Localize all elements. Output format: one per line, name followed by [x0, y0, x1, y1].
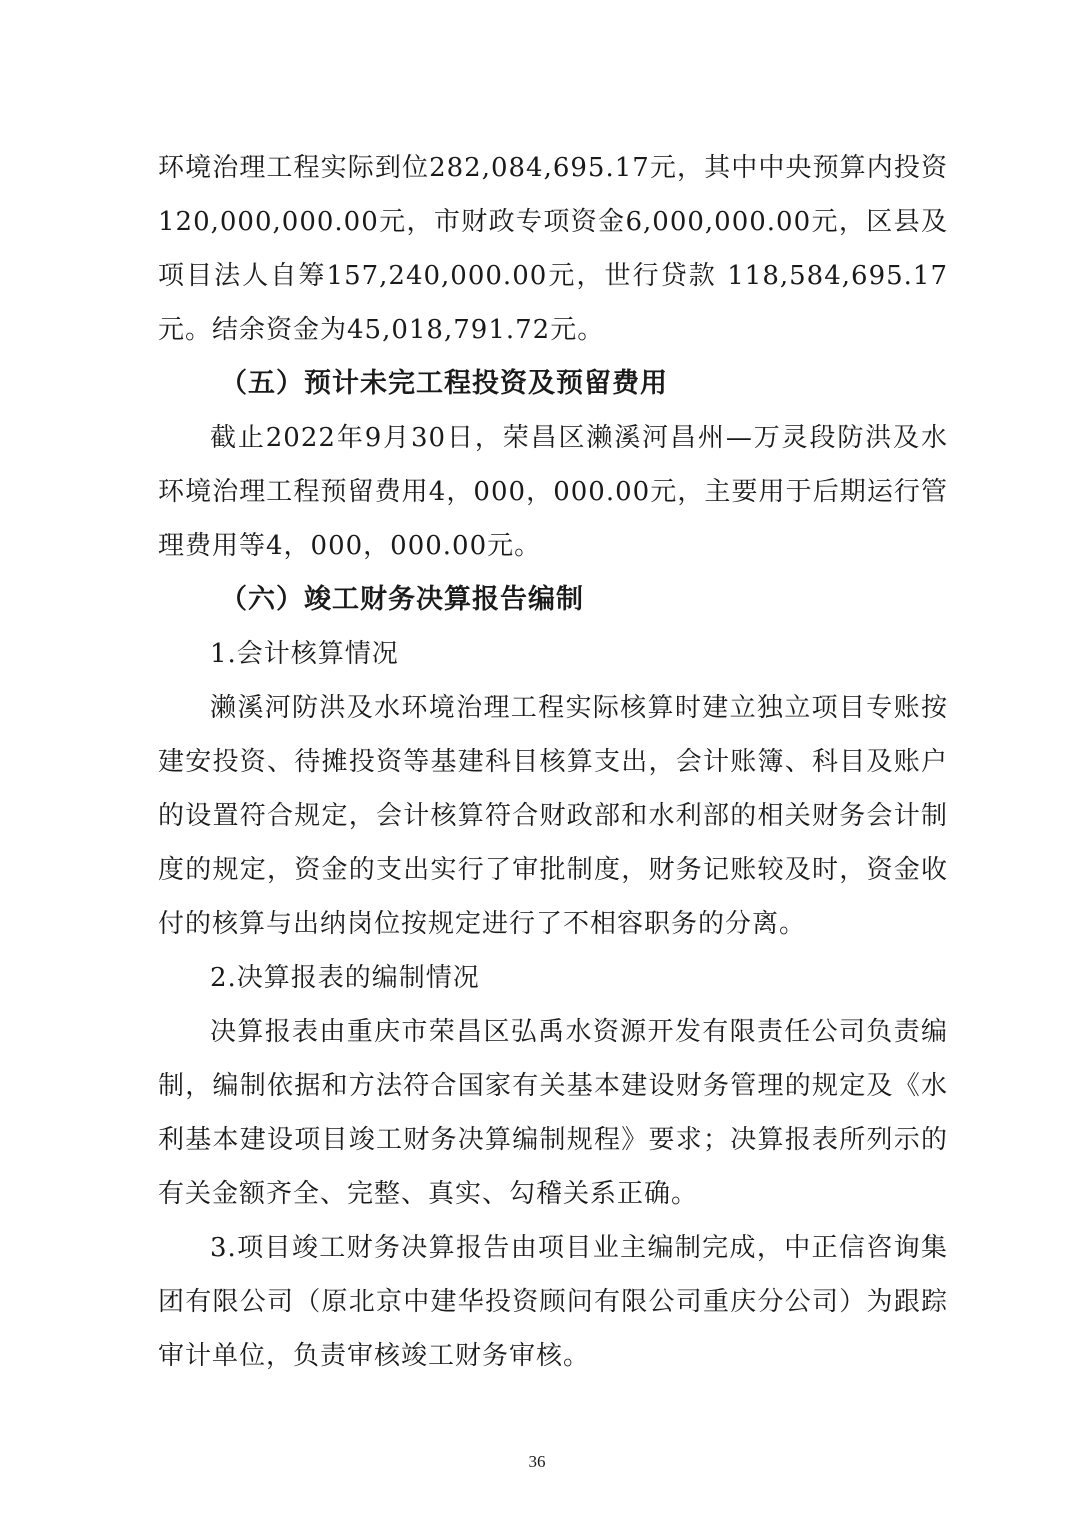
- subheading-report-preparation: 2.决算报表的编制情况: [210, 963, 480, 993]
- paragraph-accounting: 濑溪河防洪及水环境治理工程实际核算时建立独立项目专账按建安投资、待摊投资等基建科目核算支出，会计账簿、科目及账户的设置符合规定，会计核算符合财政部和水利部的相关财务会计制度的规定，资金的支出实行了审批制度，财务记账较及时，资金收付的核算与出纳岗位按规定进行了不相容职务的分离。: [158, 693, 948, 939]
- paragraph-reserved-fees: 截止2022年9月30日，荣昌区濑溪河昌州—万灵段防洪及水环境治理工程预留费用4，000，000.00元，主要用于后期运行管理费用等4，000，000.00元。: [158, 423, 948, 561]
- section-heading-5: （五）预计未完工程投资及预留费用: [220, 368, 668, 399]
- paragraph-report-preparation: 决算报表由重庆市荣昌区弘禹水资源开发有限责任公司负责编制，编制依据和方法符合国家有关基本建设财务管理的规定及《水利基本建设项目竣工财务决算编制规程》要求；决算报表所列示的有关金额齐全、完整、真实、勾稽关系正确。: [158, 1017, 948, 1209]
- paragraph-audit: 3.项目竣工财务决算报告由项目业主编制完成，中正信咨询集团有限公司（原北京中建华投资顾问有限公司重庆分公司）为跟踪审计单位，负责审核竣工财务审核。: [158, 1233, 948, 1371]
- document-body: [158, 141, 948, 1383]
- page-number: 36: [528, 1452, 546, 1471]
- paragraph-fund-allocation: 环境治理工程实际到位282,084,695.17元，其中中央预算内投资120,000,000.00元，市财政专项资金6,000,000.00元，区县及项目法人自筹157,240,000.00元，世行贷款 118,584,695.17元。结余资金为45,018,791.72元。: [158, 153, 948, 345]
- subheading-accounting: 1.会计核算情况: [210, 639, 399, 669]
- section-heading-6: （六）竣工财务决算报告编制: [220, 584, 584, 615]
